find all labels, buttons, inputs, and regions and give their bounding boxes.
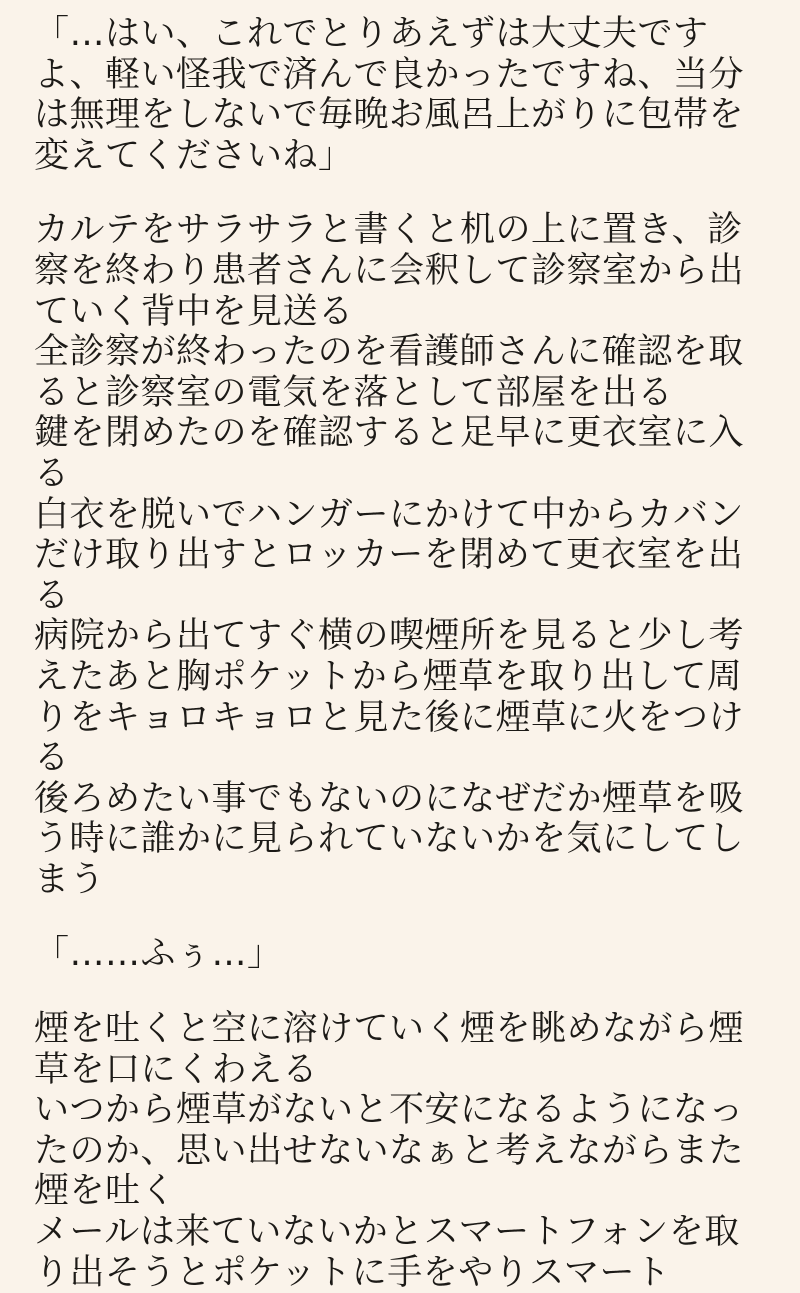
paragraph-narration-2: 全診察が終わったのを看護師さんに確認を取ると診察室の電気を落として部屋を出る [34,332,744,413]
paragraph-narration-8: いつから煙草がないと不安になるようになったのか、思い出せないなぁと考えながらまた煙を吐く [34,1090,745,1212]
paragraph-narration-6: 後ろめたい事でもないのになぜだか煙草を吸う時に誰かに見られていないかを気にしてしまう [34,778,745,900]
paragraph-narration-5: 病院から出てすぐ横の喫煙所を見ると少し考えたあと胸ポケットから煙草を取り出して周りをキョロキョロと見た後に煙草に火をつける [34,616,745,779]
paragraph-dialogue-1: 「…はい、これでとりあえずは大丈夫ですよ、軽い怪我で済んで良かったですね、当分は無理をしないで毎晩お風呂上がりに包帯を変えてくださいね」 [34,14,745,176]
paragraph-dialogue-2: 「……ふぅ…」 [34,934,283,975]
paragraph-narration-1: カルテをサラサラと書くと机の上に置き、診察を終わり患者さんに会釈して診察室から出ていく背中を見送る [34,210,745,332]
paragraph-narration-4: 白衣を脱いでハンガーにかけて中からカバンだけ取り出すとロッカーを閉めて更衣室を出る [34,494,745,616]
paragraph-narration-9: メールは来ていないかとスマートフォンを取り出そうとポケットに手をやりスマート [34,1212,740,1293]
paragraph-narration-3: 鍵を閉めたのを確認すると足早に更衣室に入る [34,413,745,494]
paragraph-narration-7: 煙を吐くと空に溶けていく煙を眺めながら煙草を口にくわえる [34,1009,745,1090]
